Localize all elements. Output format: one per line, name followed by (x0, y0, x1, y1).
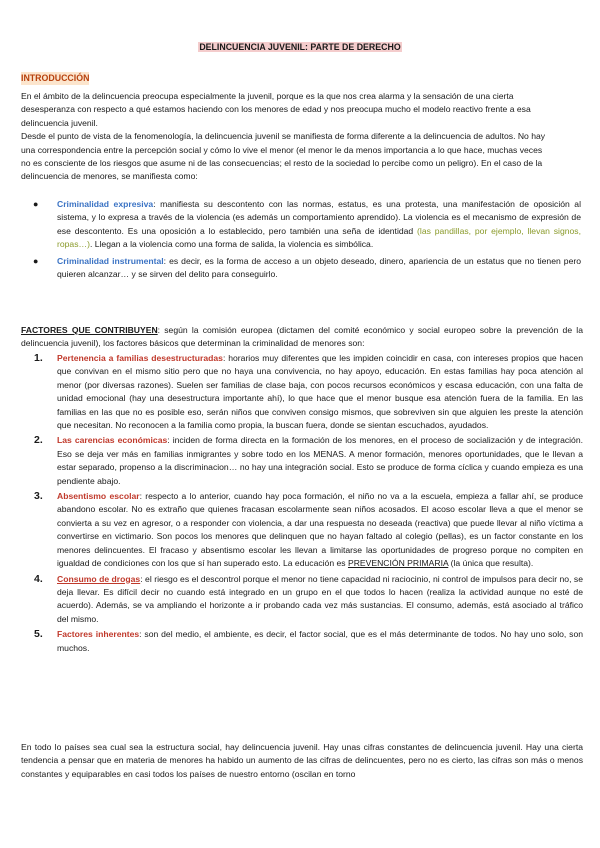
document-title: DELINCUENCIA JUVENIL: PARTE DE DERECHO (199, 42, 401, 52)
list-item (21, 490, 583, 570)
item-number: 2. (34, 434, 43, 447)
item-term: Factores inherentes (57, 629, 140, 640)
list-item (21, 573, 583, 627)
intro-heading: INTRODUCCIÓN (21, 72, 89, 85)
item-text: : inciden de forma directa en la formación de los menores, en el proceso de socialización y de integración. Eso se deja ver más en familias inmigrantes y sobre todo en los MENAS. A menor formación, menores oportunidades, que le llevan a estar separado, propenso a la discriminacion… no hay una integración social. Esto se produce de forma cíclica y cuando empieza es una pendiente abajo. (57, 435, 583, 486)
factors-heading: FACTORES QUE CONTRIBUYEN (21, 325, 158, 335)
bullet-text-tail: . Llegan a la violencia como una forma de salida, la violencia es simbólica. (89, 239, 374, 250)
list-item (21, 628, 583, 655)
item-number: 1. (34, 352, 43, 364)
item-number: 3. (34, 490, 43, 503)
list-item (21, 434, 583, 488)
item-term: Pertenencia a familias desestructuradas (57, 353, 223, 363)
document-title-wrap (0, 41, 600, 54)
item-text: : horarios muy diferentes que les impiden coincidir en casa, con intereses propios que hacen que convivan en el mismo sitio pero que no haya una convivencia, no hay apoyo, educación. En estas familias hay poca atención al menor (por diversas razones). Suelen ser familias de clase baja, con pocos recursos económicos y escasa educación, con una falta de unidad emocional (hay una desestructura importante ahí), lo que hace que el menor busque esa atención fuera de la familia. En las familias en las que no es posible eso, serán niños que conviven consigo mismos, que sobreviven sin que alguien les preste la atención que necesitan. No reconocen a la familia como propia, la buscan fuera, donde se sientan escuchados, ayudados. (57, 353, 583, 431)
bullet-text: : manifiesta su descontento con las normas, estatus, es una protesta, una manifestación de oposición al sistema, y lo expresa a través de la violencia (es además un comportamiento aprendido). La violencia es el mecanismo de expresión de ese descontento. Es una oposición a lo establecido, pero también una seña de identidad (57, 199, 581, 236)
bullet-dot-icon: ● (33, 255, 39, 266)
item-text: : respecto a lo anterior, cuando hay poca formación, el niño no va a la escuela, empieza a fallar ahí, se produce abandono escolar. No es extraño que quienes fracasan escolarmente sean niños acosados. El acoso escolar lleva a que el menor se convierta a su vez en agresor, o a responder con violencia, a dar una respuesta no deseada (reactiva) que puede llevar al niño víctima a convertirse en victimario. Son pocos los menores que delinquen que no hayan faltado al colegio (pellas), es un factor constante en los menores delincuentes. El fracaso y absentismo escolar les llevan a limitarse las oportunidades de progreso porque no compiten en igualdad de condiciones con los que sí han superado esto. La educación es (57, 491, 584, 569)
factors-paragraph (21, 324, 583, 351)
closing-paragraph: En todo lo países sea cual sea la estructura social, hay delincuencia juvenil. Hay unas cifras constantes de delincuencia juvenil. Hay una cierta tendencia a pensar que en materia de menores ha habido un aumento de las cifras de delincuentes, pero no es cierto, las cifras son más o menos constantes y equiparables en casi todos los países de nuestro entorno (oscilan en torno (21, 742, 583, 779)
item-term: Las carencias económicas (57, 435, 168, 446)
item-text: : son del medio, el ambiente, es decir, el factor social, que es el más determinante de todos. No hay uno solo, son muchos. (57, 629, 583, 653)
item-number: 5. (34, 628, 43, 641)
item-tail: (la única que resulta). (448, 558, 534, 569)
intro-p2: Desde el punto de vista de la fenomenología, la delincuencia juvenil se manifiesta de forma diferente a la delincuencia de adultos. No hay una correspondencia entre la percepción social y cómo lo vive el menor (el menor le da menos importancia a lo que hace, muchas veces no es consciente de los riesgos que asume ni de las consecuencias; el resto de la sociedad lo percibe como un peligro). En el caso de la delincuencia de menores, se manifiesta como: (21, 131, 546, 182)
intro-paragraph (21, 90, 549, 184)
item-underline: PREVENCIÓN PRIMARIA (347, 558, 449, 569)
factors-intro: : según la comisión europea (dictamen del comité económico y social europeo sobre la prevención de la delincuencia juvenil), los factores básicos que determinan la criminalidad de menores son: (21, 325, 583, 349)
bullet-example: (las pandillas, por ejemplo, llevan signos, ropas…) (57, 225, 581, 250)
bullet-term: Criminalidad instrumental (57, 255, 164, 266)
manifestation-list (21, 198, 581, 284)
item-text: : el riesgo es el descontrol porque el menor no tiene capacidad ni raciocinio, ni control de impulsos para decir no, se deja llevar. Es difícil decir no cuando está integrado en un grupo en el que todos lo hacen (realiza la actividad aunque no esté de acuerdo). Además, se va ampliando el horizonte a ir probando cada vez más sustancias. El consumo, además, está asociado al tráfico del mismo. (57, 573, 583, 624)
item-term: Absentismo escolar (57, 491, 140, 502)
list-item (21, 198, 581, 252)
intro-p1: En el ámbito de la delincuencia preocupa especialmente la juvenil, porque es la que nos crea alarma y la sensación de una cierta desesperanza con respecto a qué estamos haciendo con los menores de edad y nos preocupa mucho el modelo reactivo frente a esa delincuencia juvenil. (21, 91, 531, 128)
item-term: Consumo de drogas (57, 573, 141, 584)
bullet-dot-icon: ● (33, 199, 39, 209)
bullet-text: : es decir, es la forma de acceso a un objeto deseado, dinero, apariencia de un estatus que no tienen pero quieren alcanzar… y se sirven del delito para conseguirlo. (57, 255, 581, 280)
item-number: 4. (34, 572, 43, 585)
bullet-term: Criminalidad expresiva (57, 199, 154, 209)
factors-list (21, 352, 583, 657)
list-item (21, 255, 581, 282)
list-item (21, 352, 583, 432)
